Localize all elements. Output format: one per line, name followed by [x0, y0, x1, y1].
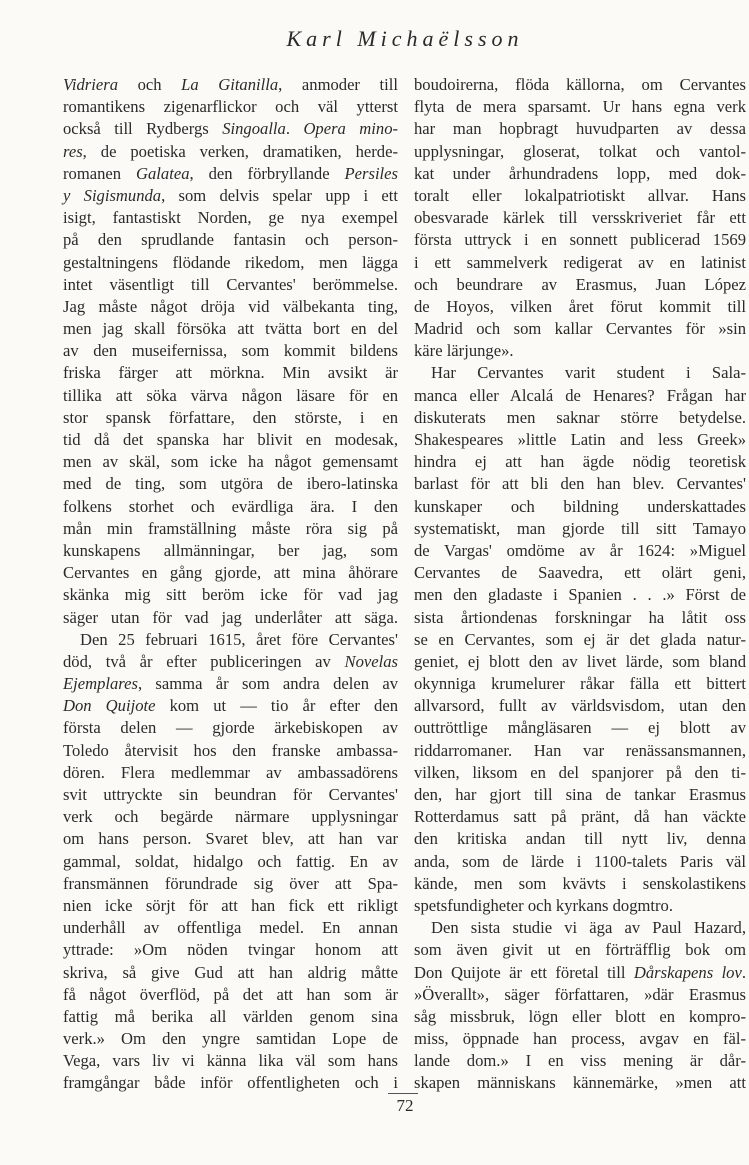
text-segment: säger utan för vad jag underlåter att säga.: [63, 607, 398, 627]
text-line: [414, 828, 746, 850]
text-line: [63, 185, 398, 207]
text-line: [414, 806, 746, 828]
text-segment: Rotterdamus satt på pränt, då han väckte: [414, 807, 746, 827]
text-segment: , de poetiska verken, dramatiken, herde-: [82, 141, 398, 161]
italic-text: Singoalla: [222, 119, 286, 139]
text-line: [63, 207, 398, 229]
text-line: [414, 651, 746, 673]
text-segment: riddarromaner. Han var renässansmannen,: [414, 740, 746, 760]
text-segment: såg missbruk, lögn eller blott en kompro-: [414, 1006, 746, 1026]
italic-text: Novelas: [344, 651, 398, 671]
text-line: [63, 695, 398, 717]
text-segment: gestaltningens flödande rikedom, men lägga: [63, 252, 398, 272]
text-line: [63, 496, 398, 518]
italic-text: Opera mino-: [303, 119, 399, 139]
text-line: [414, 851, 746, 873]
text-segment: toralt eller lokalpatriotiskt allvar. Hans: [414, 185, 746, 205]
text-segment: anda, som de lärde i 1100-talets Paris väl: [414, 851, 746, 871]
text-line: [414, 673, 746, 695]
text-line: [414, 607, 746, 629]
text-line: [63, 473, 398, 495]
text-line: [63, 629, 398, 651]
text-line: [414, 762, 746, 784]
text-segment: , som delvis spelar upp i ett: [161, 185, 398, 205]
text-segment: kände, men som kvävts i senskolastikens: [414, 873, 746, 893]
text-segment: få något överflöd, på det att han som är: [63, 984, 398, 1004]
text-segment: Don Quijote är ett företal till: [414, 962, 634, 982]
text-segment: se en Cervantes, som ej är det glada natur-: [414, 629, 746, 649]
text-line: [63, 540, 398, 562]
text-segment: nien icke sörjt för att han fick ett rikligt: [63, 895, 398, 915]
text-line: [414, 518, 746, 540]
text-line: [414, 385, 746, 407]
text-line: [414, 141, 746, 163]
text-line: [63, 141, 398, 163]
text-segment: lande dom.» I en viss mening är dår-: [414, 1051, 746, 1071]
text-segment: geniet, ej blott den av livet lärde, som bland: [414, 651, 746, 671]
text-segment: första uttryck i en sonnett publicerad 1569: [414, 230, 746, 250]
text-segment: fattig må berika all världen genom sina: [63, 1006, 398, 1026]
text-line: [414, 362, 746, 384]
text-segment: som även givit ut en förträfflig bok om: [414, 940, 746, 960]
text-line: [63, 717, 398, 739]
text-line: [63, 828, 398, 850]
text-line: [63, 407, 398, 429]
text-segment: Vega, vars liv vi känna lika väl som hans: [63, 1051, 398, 1071]
text-segment: av den museifernissa, som kommit bildens: [63, 341, 398, 361]
text-segment: om hans person. Svaret blev, att han var: [63, 829, 398, 849]
text-line: [63, 895, 398, 917]
text-segment: mån min framställning måste röra sig på: [63, 518, 398, 538]
text-segment: och: [118, 75, 182, 94]
text-line: [414, 118, 746, 140]
text-segment: kom ut — tio år efter den: [155, 696, 398, 716]
italic-text: Vidriera: [63, 75, 118, 94]
text-line: [63, 562, 398, 584]
text-segment: den kritiska andan till nytt liv, denna: [414, 829, 746, 849]
text-segment: död, två år efter publiceringen av: [63, 651, 345, 671]
text-segment: sista årtiondenas forskningar ha låtit oss: [414, 607, 746, 627]
italic-text: y Sigismunda: [63, 185, 162, 205]
text-segment: Shakespeares »little Latin and less Greek»: [414, 430, 746, 449]
text-segment: tid då det spanska har blivit en modesak,: [63, 430, 398, 449]
text-segment: svit uttryckte sin beundran för Cervantes': [63, 785, 398, 804]
text-segment: den, har gjort till sina de tankar Erasmus: [414, 785, 746, 804]
text-segment: verk.» Om den yngre samtidan Lope de: [63, 1029, 398, 1049]
text-line: [63, 762, 398, 784]
text-segment: Den 25 februari 1615, året före Cervantes': [80, 629, 398, 649]
text-line: [414, 740, 746, 762]
text-line: [414, 407, 746, 429]
text-segment: gammal, soldat, hidalgo och fattig. En av: [63, 851, 398, 871]
text-segment: isigt, fantastiskt Norden, ge nya exempel: [63, 208, 398, 228]
text-line: [414, 74, 746, 96]
text-line: [414, 451, 746, 473]
text-line: [414, 540, 746, 562]
text-segment: skriva, så give Gud att han aldrig måtte: [63, 962, 398, 982]
text-line: [414, 96, 746, 118]
text-line: [414, 695, 746, 717]
text-segment: romantikens zigenarflickor och väl ytterst: [63, 97, 398, 117]
text-line: [414, 207, 746, 229]
text-line: [414, 1006, 746, 1028]
text-line: [414, 939, 746, 961]
text-segment: Cervantes de Saavedra, ett olärt geni,: [414, 563, 746, 583]
text-line: [414, 784, 746, 806]
text-segment: käre lärjunge».: [414, 341, 514, 361]
text-line: [63, 96, 398, 118]
text-segment: kat under århundradens lopp, med dok-: [414, 163, 746, 183]
text-segment: Madrid och som kallar Cervantes för »sin: [414, 319, 746, 339]
text-segment: underhåll av offentliga medel. En annan: [63, 918, 398, 938]
right-column: [414, 74, 746, 1095]
text-segment: de Hoyos, vilken året förut kommit till: [414, 296, 746, 316]
text-segment: barlast för att bli den han blev. Cervantes': [414, 474, 746, 494]
text-segment: , anmoder till: [278, 75, 398, 94]
text-segment: .: [285, 119, 304, 139]
text-segment: intet väsentligt till Cervantes' berömmelse.: [63, 274, 398, 294]
text-line: [414, 962, 746, 984]
text-segment: boudoirerna, flöda källorna, om Cervantes: [414, 75, 746, 94]
text-segment: manca eller Alcalá de Henares? Frågan har: [414, 385, 746, 405]
text-line: [63, 740, 398, 762]
text-line: [414, 274, 746, 296]
text-line: [63, 806, 398, 828]
text-line: [63, 429, 398, 451]
text-segment: diskuterats men saknar större betydelse.: [414, 407, 746, 427]
running-header: Karl Michaëlsson: [286, 26, 524, 51]
text-line: [63, 229, 398, 251]
text-line: [414, 496, 746, 518]
text-line: [414, 473, 746, 495]
text-segment: Jag måste något dröja vid välbekanta ting,: [63, 296, 398, 316]
text-segment: systematiskt, man gjorde till sitt Tamayo: [414, 518, 746, 538]
text-line: [63, 252, 398, 274]
text-line: [63, 362, 398, 384]
text-segment: hindra ej att han ägde nödig teoretisk: [414, 452, 746, 472]
text-segment: första delen — gjorde ärkebiskopen av: [63, 718, 398, 738]
left-column: [63, 74, 398, 1095]
italic-text: res: [63, 141, 83, 161]
text-segment: Toledo återvisit hos den franske ambassa-: [63, 740, 398, 760]
text-line: [414, 1050, 746, 1072]
text-segment: Cervantes en gång gjorde, att mina åhörare: [63, 563, 398, 583]
text-segment: »Överallt», säger författaren, »där Erasmus: [414, 984, 746, 1004]
text-segment: kunskapens allmänningar, ber jag, som: [63, 540, 398, 560]
italic-text: Persiles: [344, 163, 398, 183]
text-segment: i ett sammelverk redigerat av en latinist: [414, 252, 746, 272]
text-segment: också till Rydbergs: [63, 119, 223, 139]
text-segment: obesvarade kärlek till versskriveriet får ett: [414, 208, 746, 228]
text-segment: okynniga krumelurer råkar fälla ett bittert: [414, 674, 746, 694]
text-line: [63, 340, 398, 362]
text-line: [63, 1028, 398, 1050]
text-line: [63, 873, 398, 895]
text-line: [63, 939, 398, 961]
text-segment: folkens storhet och evärdliga ära. I den: [63, 496, 398, 516]
text-line: [63, 962, 398, 984]
text-segment: upplysningar, gloserat, tolkat och vantol-: [414, 141, 746, 161]
italic-text: Ejemplares: [63, 674, 138, 694]
text-line: [63, 651, 398, 673]
text-line: [63, 607, 398, 629]
text-line: [414, 873, 746, 895]
text-line: [63, 1006, 398, 1028]
text-line: [414, 717, 746, 739]
text-line: [63, 673, 398, 695]
text-segment: kunskaper och bildning underskattades: [414, 496, 746, 516]
text-segment: men den gladaste i Spanien . . .» Först de: [414, 585, 746, 605]
text-line: [63, 296, 398, 318]
page-number-rule: [388, 1093, 418, 1094]
text-line: [63, 451, 398, 473]
text-segment: romanen: [63, 163, 137, 183]
text-segment: med de ting, som utgöra de ibero-latinska: [63, 474, 398, 494]
text-line: [414, 584, 746, 606]
italic-text: Galatea: [136, 163, 190, 183]
italic-text: Don Quijote: [63, 696, 156, 716]
text-segment: spetsfundigheter och kyrkans dogmtro.: [414, 895, 673, 915]
text-line: [414, 296, 746, 318]
text-line: [414, 252, 746, 274]
text-segment: Har Cervantes varit student i Sala-: [431, 363, 746, 383]
text-segment: men jag skall försöka att tvätta bort en del: [63, 319, 398, 339]
text-segment: stor spansk författare, den störste, i en: [63, 407, 398, 427]
text-line: [414, 163, 746, 185]
text-line: [63, 274, 398, 296]
text-segment: men av skäl, som icke ha något gemensamt: [63, 452, 398, 472]
text-line: [414, 984, 746, 1006]
text-segment: skapen människans kännemärke, »men att: [414, 1073, 746, 1093]
text-segment: framgångar både inför offentligheten och i: [63, 1073, 398, 1093]
text-line: [414, 629, 746, 651]
text-segment: friska färger att mörkna. Min avsikt är: [63, 363, 398, 383]
text-segment: fransmännen förundrade sig över att Spa-: [63, 873, 398, 893]
text-line: [414, 340, 746, 362]
text-segment: allvarsord, fullt av världsvisdom, utan den: [414, 696, 746, 716]
italic-text: La Gitanilla: [181, 75, 279, 94]
text-line: [63, 118, 398, 140]
text-line: [63, 984, 398, 1006]
text-line: [63, 74, 398, 96]
text-segment: Den sista studie vi äga av Paul Hazard,: [431, 918, 746, 938]
text-segment: de Vargas' omdöme av år 1624: »Miguel: [414, 540, 746, 560]
text-segment: , den förbryllande: [189, 163, 345, 183]
page-number: 72: [396, 1096, 414, 1115]
text-segment: och beundrare av Erasmus, Juan López: [414, 274, 746, 294]
text-line: [63, 584, 398, 606]
text-segment: har man hopbragt huvudparten av dessa: [414, 119, 746, 139]
text-segment: outtröttlige mångläsaren — ej blott av: [414, 718, 746, 738]
text-line: [63, 518, 398, 540]
text-line: [63, 163, 398, 185]
text-segment: .: [741, 962, 746, 982]
text-line: [414, 318, 746, 340]
text-line: [63, 1050, 398, 1072]
text-line: [63, 784, 398, 806]
text-segment: verk och begärde närmare upplysningar: [63, 807, 398, 827]
text-line: [63, 917, 398, 939]
text-segment: dören. Flera medlemmar av ambassadörens: [63, 762, 398, 782]
text-segment: tillika att söka värva någon läsare för en: [63, 385, 398, 405]
text-segment: vilken, liksom en del spanjorer på den ti-: [414, 762, 746, 782]
text-line: [63, 851, 398, 873]
text-segment: flyta de mera sparsamt. Ur hans egna verk: [414, 97, 746, 117]
text-segment: miss, öppnade han process, avgav en fäl-: [414, 1029, 746, 1049]
text-segment: , samma år som andra delen av: [137, 674, 398, 694]
text-segment: yttrade: »Om nöden tvingar honom att: [63, 940, 398, 960]
text-line: [63, 385, 398, 407]
text-line: [414, 562, 746, 584]
text-line: [414, 185, 746, 207]
text-line: [414, 1028, 746, 1050]
text-line: [414, 229, 746, 251]
text-line: [414, 1072, 746, 1094]
text-line: [414, 917, 746, 939]
text-segment: skänka mig sitt beröm icke för vad jag: [63, 585, 398, 605]
text-line: [414, 429, 746, 451]
text-line: [63, 318, 398, 340]
text-segment: på den sprudlande fantasin och person-: [63, 230, 398, 250]
text-line: [414, 895, 746, 917]
italic-text: Dårskapens lov: [633, 962, 742, 982]
text-line: [63, 1072, 398, 1094]
